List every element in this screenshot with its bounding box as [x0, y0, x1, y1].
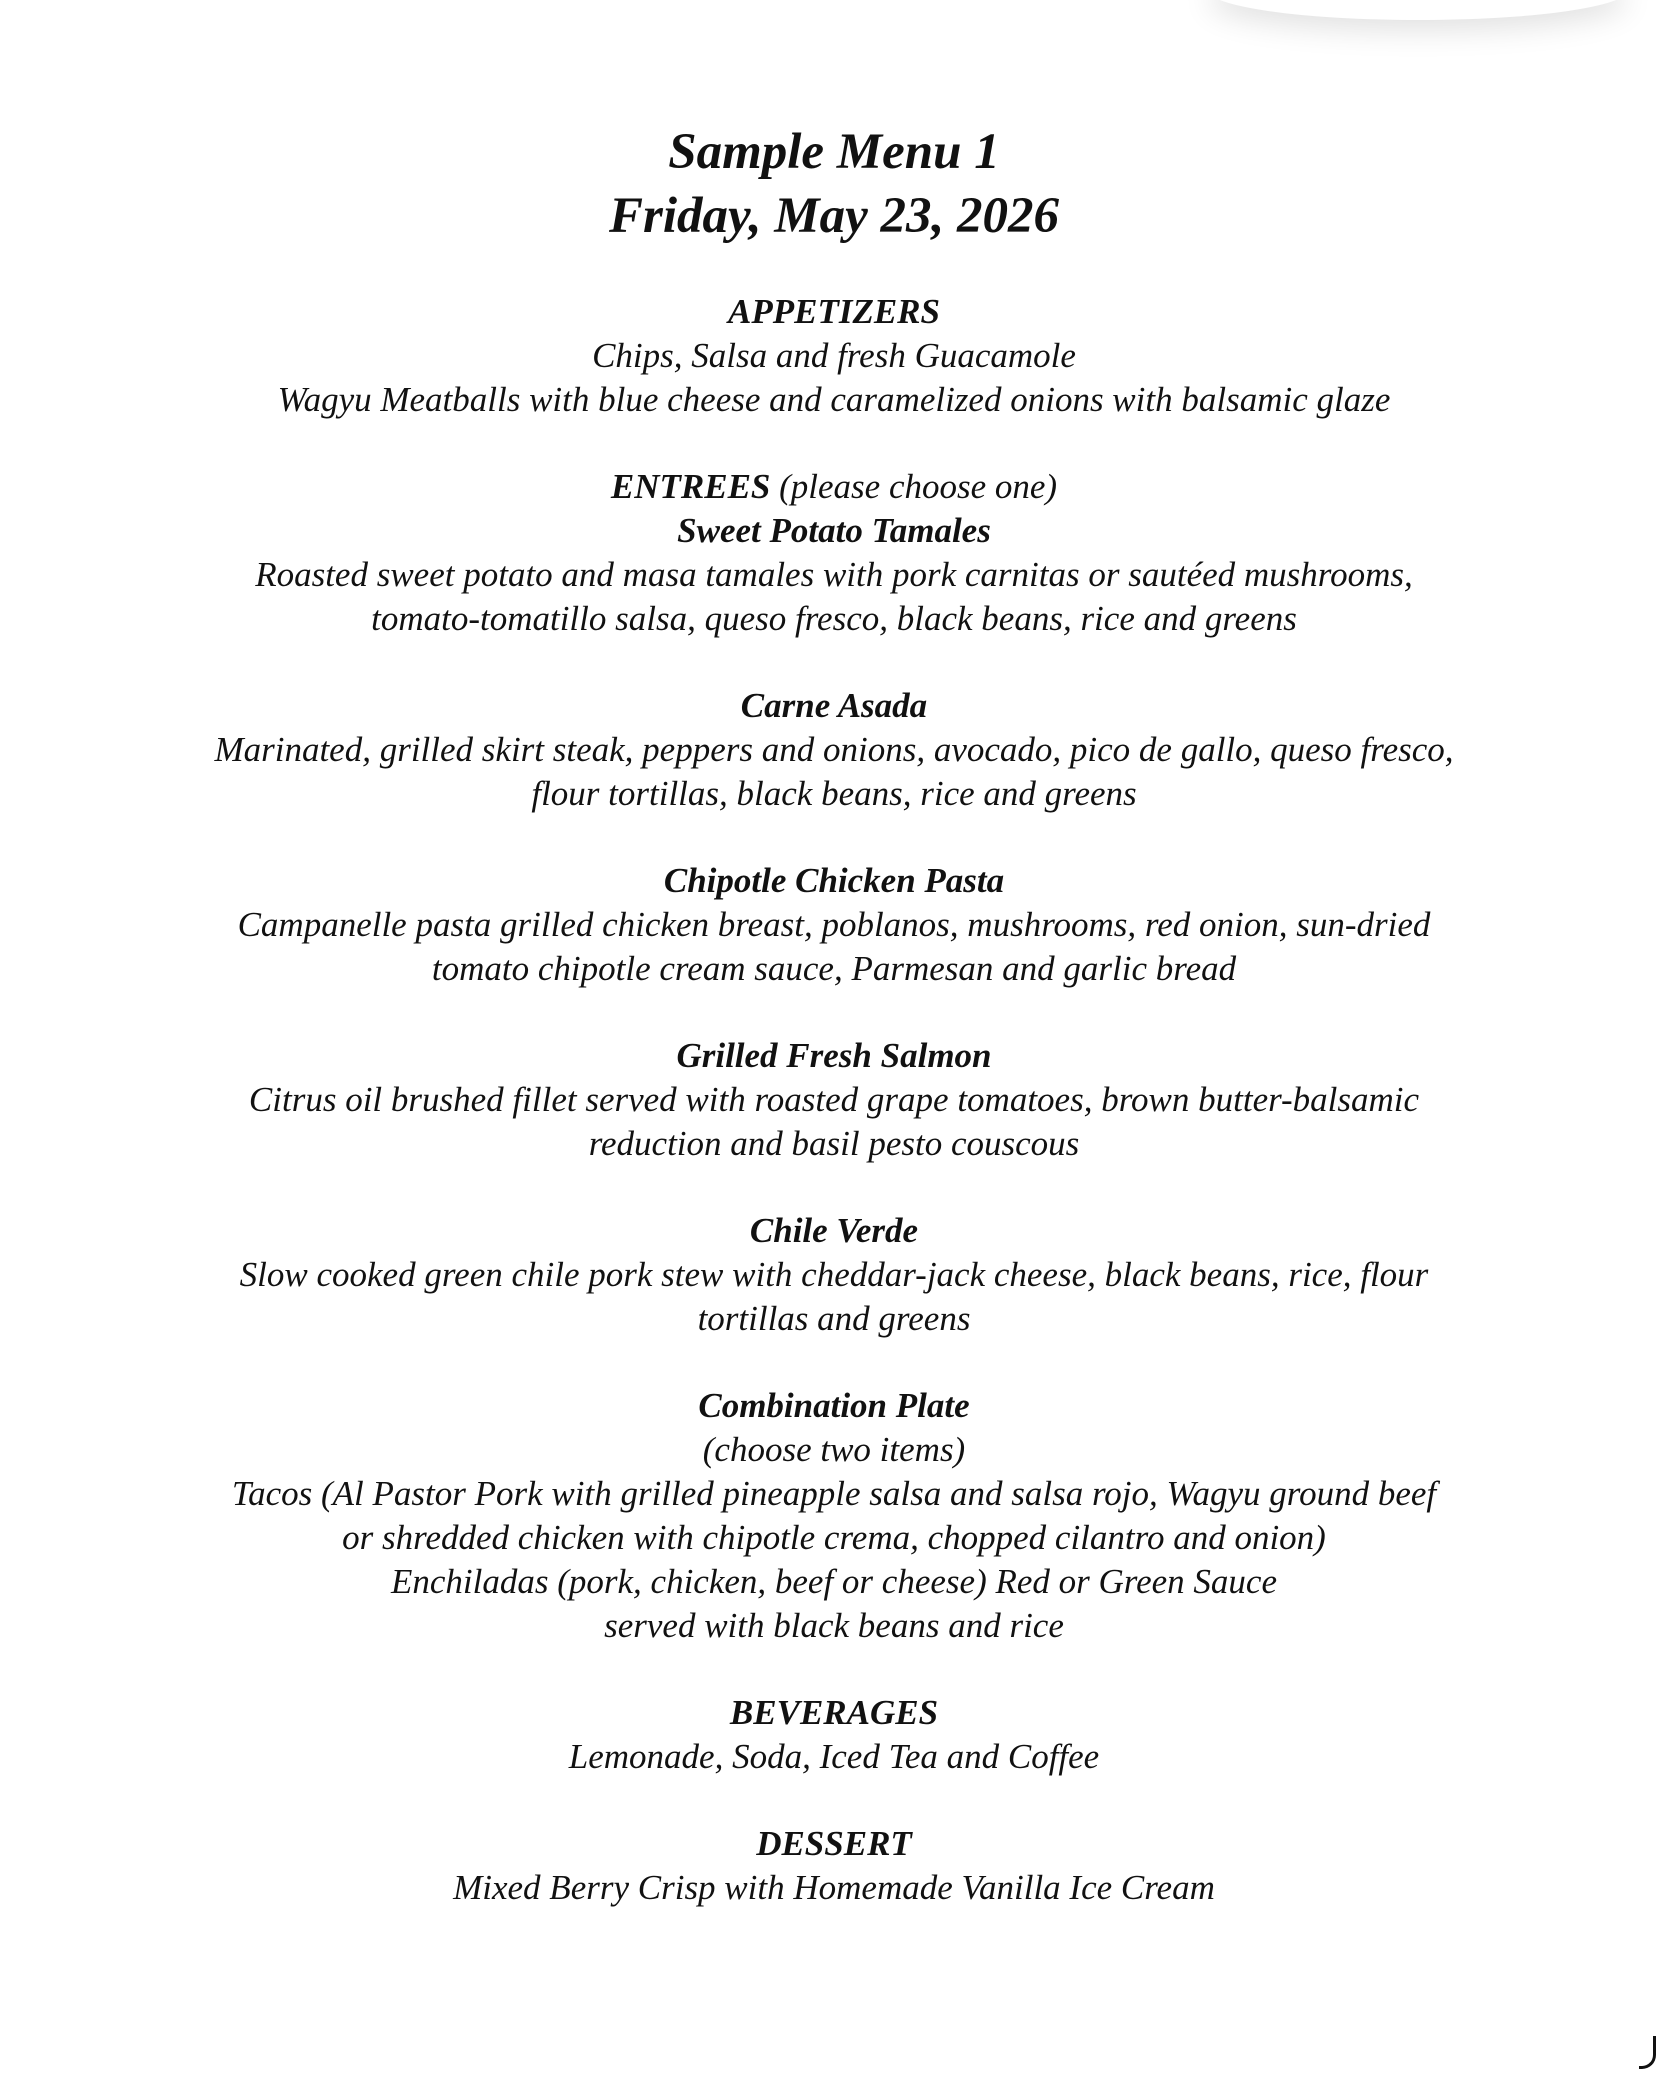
beverages-section: [0, 1691, 1668, 1779]
appetizers-section: [0, 290, 1668, 422]
entree-description-line: Marinated, grilled skirt steak, peppers and onions, avocado, pico de gallo, queso fresco,: [214, 730, 1454, 769]
menu-date: Friday, May 23, 2026: [608, 188, 1059, 244]
page-edge-shadow: [1208, 0, 1628, 20]
entree-item: [0, 1384, 1668, 1648]
dessert-section: [0, 1822, 1668, 1910]
entree-description-line: (choose two items): [702, 1430, 966, 1469]
entrees-heading-line: [0, 465, 1668, 509]
entree-item: [0, 1034, 1668, 1166]
appetizer-item: Chips, Salsa and fresh Guacamole: [592, 336, 1076, 375]
menu-sections: [0, 290, 1668, 1910]
dessert-item: Mixed Berry Crisp with Homemade Vanilla Ice Cream: [453, 1868, 1215, 1907]
entree-description-line: tomato chipotle cream sauce, Parmesan and garlic bread: [431, 949, 1237, 988]
entree-description-line: served with black beans and rice: [604, 1606, 1064, 1645]
entree-description-line: Roasted sweet potato and masa tamales with pork carnitas or sautéed mushrooms,: [255, 555, 1413, 594]
entree-item: [0, 509, 1668, 641]
entree-description-line: flour tortillas, black beans, rice and greens: [531, 774, 1137, 813]
appetizers-heading: APPETIZERS: [728, 292, 940, 331]
menu-title: Sample Menu 1: [668, 124, 1000, 180]
entree-name: Carne Asada: [740, 686, 928, 725]
entree-item: [0, 859, 1668, 991]
entree-description-line: or shredded chicken with chipotle crema, chopped cilantro and onion): [342, 1518, 1326, 1557]
entrees-section: [0, 465, 1668, 1648]
dessert-heading: DESSERT: [756, 1824, 912, 1863]
entree-description-line: Tacos (Al Pastor Pork with grilled pineapple salsa and salsa rojo, Wagyu ground beef: [231, 1474, 1437, 1513]
entree-item: [0, 1209, 1668, 1341]
entrees-heading: ENTREES: [610, 467, 771, 506]
entree-name: Chipotle Chicken Pasta: [663, 861, 1005, 900]
entree-description-line: Slow cooked green chile pork stew with cheddar-jack cheese, black beans, rice, flour: [239, 1255, 1429, 1294]
entree-item: [0, 684, 1668, 816]
entree-name: Sweet Potato Tamales: [677, 511, 991, 550]
entree-name: Grilled Fresh Salmon: [676, 1036, 992, 1075]
menu-document: [0, 120, 1668, 1953]
entree-description-line: Campanelle pasta grilled chicken breast, poblanos, mushrooms, red onion, sun-dried: [237, 905, 1431, 944]
entree-name: Chile Verde: [749, 1211, 919, 1250]
entree-name: Combination Plate: [698, 1386, 970, 1425]
entree-description-line: tortillas and greens: [697, 1299, 971, 1338]
entree-description-line: Enchiladas (pork, chicken, beef or cheese) Red or Green Sauce: [390, 1562, 1277, 1601]
beverages-heading: BEVERAGES: [729, 1693, 939, 1732]
entrees-note: (please choose one): [779, 467, 1058, 506]
beverage-item: Lemonade, Soda, Iced Tea and Coffee: [568, 1737, 1100, 1776]
entree-description-line: Citrus oil brushed fillet served with roasted grape tomatoes, brown butter-balsamic: [248, 1080, 1420, 1119]
entree-description-line: reduction and basil pesto couscous: [588, 1124, 1080, 1163]
appetizer-item: Wagyu Meatballs with blue cheese and caramelized onions with balsamic glaze: [277, 380, 1391, 419]
entree-description-line: tomato-tomatillo salsa, queso fresco, black beans, rice and greens: [371, 599, 1297, 638]
page-corner-curl: [1639, 2036, 1656, 2069]
